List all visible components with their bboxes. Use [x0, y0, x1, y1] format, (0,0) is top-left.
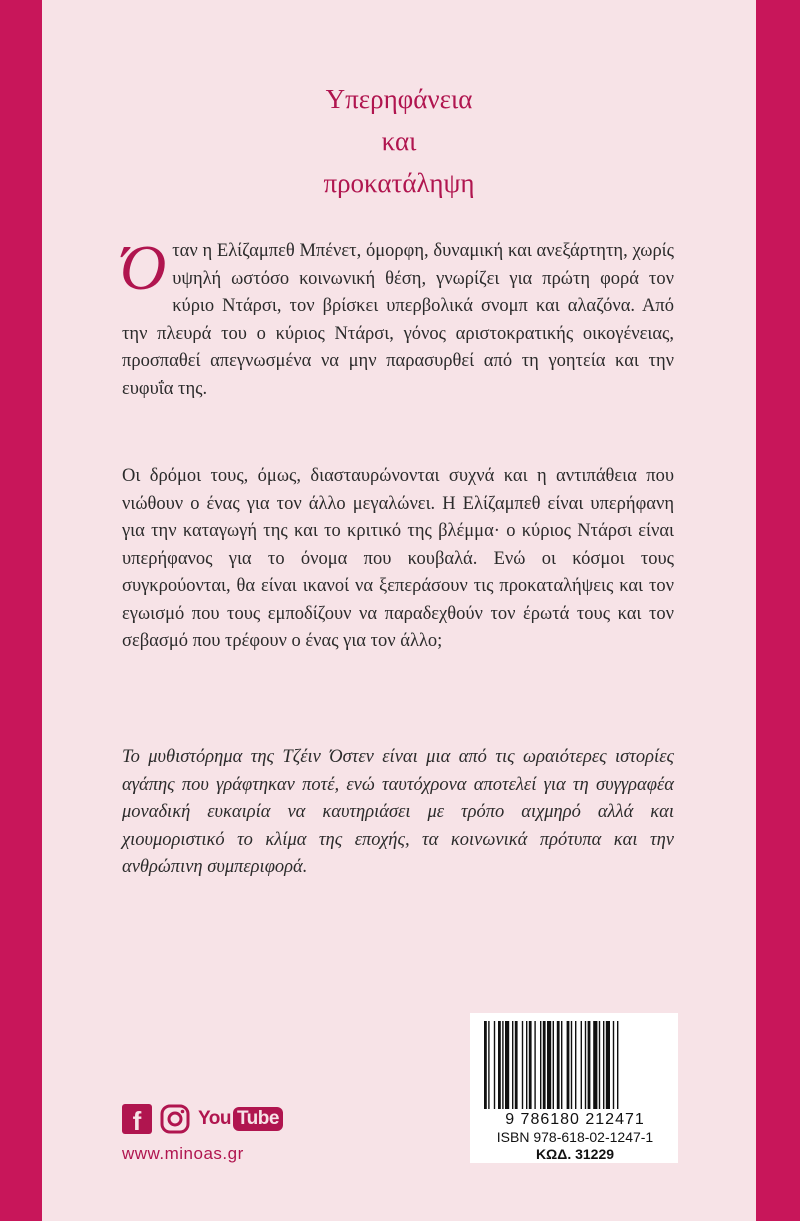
blurb-paragraph-3: Το μυθιστόρημα της Τζέιν Όστεν είναι μια από τις ωραιότερες ιστορίες αγάπης που γράφτηκαν ποτέ, ενώ ταυτόχρονα αποτελεί για τη συγγραφέα μοναδική ευκαιρία να καυτηριάσει με τρόπο αιχμηρό αλλά και χιουμοριστικό το κλίμα της εποχής, τα κοινωνικά πρότυπα και την ανθρώπινη συμπεριφορά.	[122, 747, 674, 877]
product-code: ΚΩΔ. 31229	[535, 1146, 615, 1162]
back-cover	[42, 0, 756, 1221]
barcode-icon	[480, 1021, 670, 1109]
isbn-number: ISBN 978-618-02-1247-1	[496, 1129, 654, 1145]
social-links	[122, 1104, 283, 1134]
title-line-2: και	[381, 126, 417, 156]
right-color-band	[756, 0, 800, 1221]
youtube-icon[interactable]	[198, 1107, 283, 1131]
blurb-paragraph-1	[120, 232, 674, 403]
facebook-glyph: f	[132, 1106, 142, 1136]
blurb-paragraph-2: Οι δρόμοι τους, όμως, διασταυρώνονται συχνά και η αντιπάθεια που νιώθουν ο ένας για τον άλλο μεγαλώνει. Η Ελίζαμπεθ είναι υπερήφανη για την καταγωγή της και το κριτικό της βλέμμα· ο κύριος Ντάρσι είναι υπερήφανος για το όνομα που κουβαλά. Ενώ οι κόσμοι τους συγκρούονται, θα είναι ικανοί να ξεπεράσουν τις προκαταλήψεις και τον εγωισμό που τους εμποδίζουν να παραδεχθούν τον έρωτά τους και τον σεβασμό που τρέφουν ο ένας για τον άλλο;	[122, 466, 674, 651]
publisher-website[interactable]: www.minoas.gr	[122, 1144, 244, 1163]
barcode-panel	[470, 1013, 678, 1163]
paragraph-1-text: ταν η Ελίζαμπεθ Μπένετ, όμορφη, δυναμική και ανεξάρτητη, χωρίς υψηλή ωστόσο κοινωνική θέση, γνωρίζει για πρώτη φορά τον κύριο Ντάρσι, τον βρίσκει υπερβολικά σνομπ και αλαζόνα. Από την πλευρά του ο κύριος Ντάρσι, γόνος αριστοκρατικής οικογένειας, προσπαθεί απεγνωσμένα να μην παρασυρθεί από τη γοητεία και την ευφυΐα της.	[122, 241, 674, 399]
book-title	[42, 78, 756, 204]
title-line-1: Υπερηφάνεια	[325, 84, 473, 114]
barcode-digits: 9 786180 212471	[505, 1111, 645, 1128]
facebook-icon[interactable]	[122, 1104, 152, 1134]
instagram-icon[interactable]	[160, 1104, 190, 1134]
title-line-3: προκατάληψη	[323, 168, 475, 198]
youtube-you: You	[198, 1108, 231, 1129]
drop-cap: Ό	[120, 232, 167, 303]
left-color-band	[0, 0, 42, 1221]
youtube-tube: Tube	[233, 1107, 283, 1131]
